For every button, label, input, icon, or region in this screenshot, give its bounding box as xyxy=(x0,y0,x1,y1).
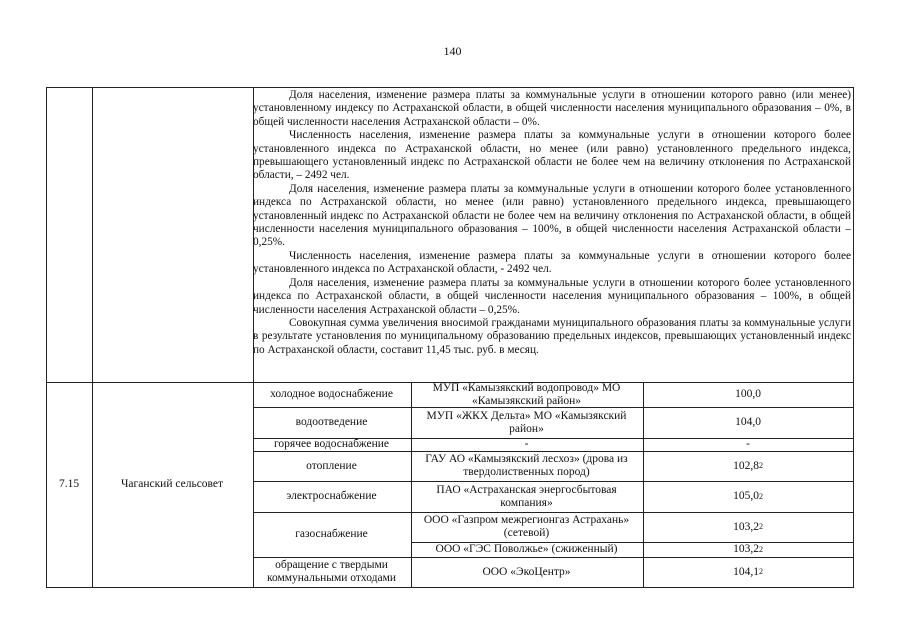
provider-cold-water: МУП «Камызякский водопровод» МО «Камызякский район» xyxy=(432,381,621,407)
provider-gas-network: ООО «Газпром межрегионгаз Астрахань» (сетевой) xyxy=(423,514,630,539)
paragraph: Совокупная сумма увеличения вносимой гражданами муниципального образования платы за коммунальные услуги в результате установления по муниципальному образованию предельных индексов, превышающих установленный индекс по Астраханской области, составит 11,45 тыс. руб. в месяц. xyxy=(253,316,851,356)
index-gas-liquefied: 103,2 2 xyxy=(733,543,763,555)
narrative-text xyxy=(253,89,851,357)
provider-waste: ООО «ЭкоЦентр» xyxy=(482,565,571,578)
paragraph: Доля населения, изменение размера платы за коммунальные услуги в отношении которого более установленного индекса по Астраханской области, в общей численности населения муниципального образования – 100%, в общей численности населения Астраханской области – 0,25%. xyxy=(253,276,851,316)
service-heating: отопление xyxy=(306,459,357,472)
service-sewerage: водоотведение xyxy=(295,416,368,428)
service-cold-water: холодное водоснабжение xyxy=(270,388,393,400)
provider-hot-water: - xyxy=(524,438,529,450)
section-number: 7.15 xyxy=(58,478,80,490)
section-name: Чаганский сельсовет xyxy=(120,478,224,490)
paragraph: Доля населения, изменение размера платы за коммунальные услуги в отношении которого более установленного индекса по Астраханской области, но менее (или равно) установленного предельного индекса, превышающего установленный индекс по Астраханской области не более чем на величину отклонения по Астраханской области, в общей численности населения муниципального образования – 100%, в общей численности населения Астраханской области – 0,25%. xyxy=(253,182,851,249)
index-hot-water: - xyxy=(746,438,750,450)
service-hot-water: горячее водоснабжение xyxy=(274,438,389,450)
service-electricity: электроснабжение xyxy=(286,490,377,502)
paragraph: Численность населения, изменение размера платы за коммунальные услуги в отношении которого более установленного индекса по Астраханской области, но менее (или равно) установленного предельного индекса, превышающего установленный индекс по Астраханской области не более чем на величину отклонения по Астраханской области, – 2492 чел. xyxy=(253,129,851,182)
paragraph: Доля населения, изменение размера платы за коммунальные услуги в отношении которого равно (или менее) установленному индексу по Астраханской области, в общей численности населения муниципального образования – 0%, в общей численности населения Астраханской области – 0%. xyxy=(253,89,851,128)
provider-sewerage: МУП «ЖКХ Дельта» МО «Камызякский район» xyxy=(426,409,627,435)
service-gas: газоснабжение xyxy=(295,528,368,540)
service-waste: обращение с твердыми коммунальными отходами xyxy=(266,559,397,584)
provider-electricity: ПАО «Астраханская энергосбытовая компания» xyxy=(436,483,617,509)
index-sewerage: 104,0 xyxy=(735,416,761,428)
paragraph: Численность населения, изменение размера платы за коммунальные услуги в отношении которого более установленного индекса по Астраханской области, - 2492 чел. xyxy=(253,249,851,276)
index-gas-network: 103,2 2 xyxy=(733,520,763,533)
provider-gas-liquefied: ООО «ГЭС Поволжье» (сжиженный) xyxy=(435,543,618,555)
index-cold-water: 100,0 xyxy=(735,388,761,400)
index-waste: 104,1 2 xyxy=(733,565,763,578)
provider-heating: ГАУ АО «Камызякский лесхоз» (дрова из твердолиственных пород) xyxy=(425,453,628,478)
page-number: 140 xyxy=(443,44,462,58)
index-heating: 102,8 2 xyxy=(733,459,763,472)
index-electricity: 105,0 2 xyxy=(733,490,763,502)
